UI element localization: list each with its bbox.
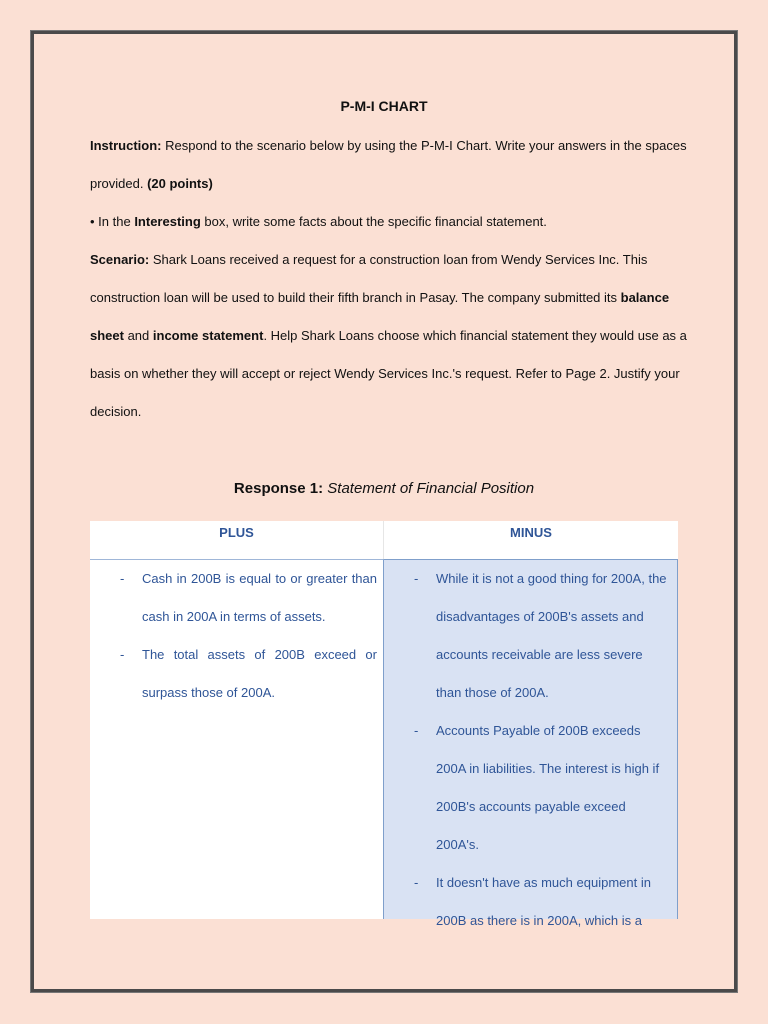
pmi-table [90,521,678,928]
response-subject: Statement of Financial Position [327,480,535,497]
plus-item [90,636,383,712]
bullet-dash: - [414,723,419,738]
bullet-dash: - [414,875,419,890]
scenario-bold-income-statement: income statement [152,328,264,343]
interesting-paragraph [90,203,690,241]
bullet-dash: - [414,571,419,586]
interesting-bold: Interesting [134,214,201,229]
minus-item-text: It doesn't have as much equipment in 200B as there is in 200A, which is a [436,875,651,928]
scenario-bold-balance-sheet: balance sheet [90,290,670,343]
plus-item-text: The total assets of 200B exceed or surpass those of 200A. [142,647,377,700]
minus-item-text: While it is not a good thing for 200A, the disadvantages of 200B's assets and accounts receivable are less severe than those of 200A. [436,571,667,700]
response-label: Response 1: [233,480,324,497]
interesting-pre: • In the [90,214,135,229]
scenario-text-1: Shark Loans received a request for a construction loan from Wendy Services Inc. This construction loan will be used to build their fifth branch in Pasay. The company submitted its [90,252,648,305]
scenario-text-3: . Help Shark Loans choose which financial statement they would use as a basis on whether they will accept or reject Wendy Services Inc.'s request. Refer to Page 2. Justify your decision. [90,328,687,419]
minus-item [384,712,677,864]
points-label: (20 points) [147,176,213,191]
minus-item [384,560,677,712]
minus-column [384,559,678,928]
minus-header: MINUS [510,525,552,540]
plus-item [90,560,383,636]
minus-item [384,864,677,940]
document-title: P-M-I CHART [340,98,428,114]
plus-column [90,559,384,919]
page-frame [31,31,737,992]
instruction-paragraph [90,127,690,203]
scenario-text-2: and [123,328,153,343]
instruction-text: Respond to the scenario below by using the P-M-I Chart. Write your answers in the spaces provided. [90,138,687,191]
interesting-post: box, write some facts about the specific financial statement. [200,214,547,229]
scenario-label: Scenario: [90,252,150,267]
response-heading [34,480,734,497]
scenario-paragraph [90,241,690,431]
minus-item-text: Accounts Payable of 200B exceeds 200A in liabilities. The interest is high if 200B's accounts payable exceed 200A's. [436,723,660,852]
bullet-dash: - [120,571,125,586]
bullet-dash: - [120,647,125,662]
instruction-label: Instruction: [90,138,162,153]
plus-item-text: Cash in 200B is equal to or greater than cash in 200A in terms of assets. [142,571,377,624]
plus-header: PLUS [90,521,384,559]
